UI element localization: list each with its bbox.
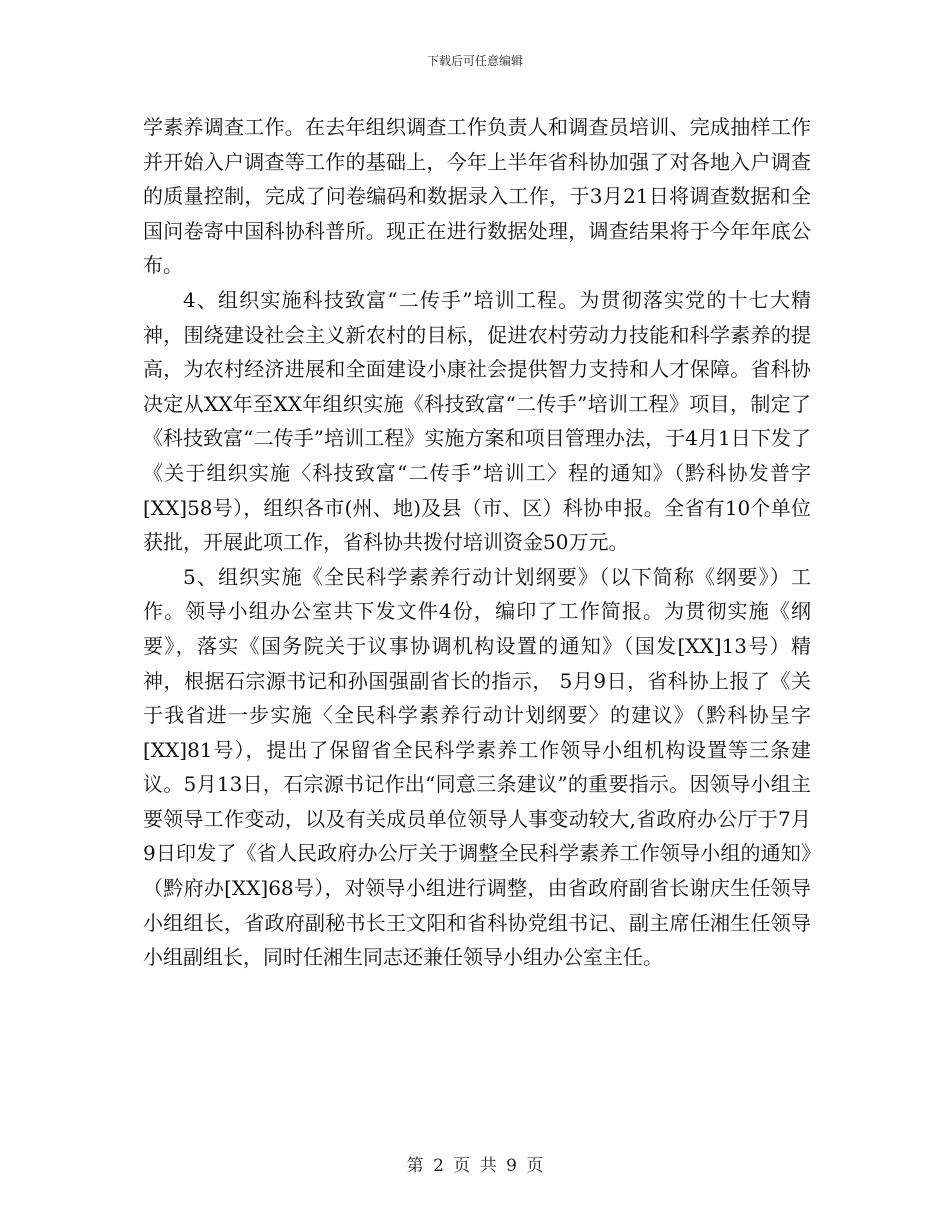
paragraph-continuation: 学素养调查工作。在去年组织调查工作负责人和调查员培训、完成抽样工作并开始入户调查等工作的基础上，今年上半年省科协加强了对各地入户调查的质量控制，完成了问卷编码和数据录入工作，于3月21日将调查数据和全国问卷寄中国科协科普所。现正在进行数据处理，调查结果将于今年年底公布。 (143, 115, 811, 278)
paragraph-item-5: 5、组织实施《全民科学素养行动计划纲要》（以下简称《纲要》）工作。领导小组办公室共下发文件4份，编印了工作简报。为贯彻实施《纲要》，落实《国务院关于议事协调机构设置的通知》（国发[XX]13号）精神，根据石宗源书记和孙国强副省长的指示， 5月9日，省科协上报了《关于我省进一步实施〈全民科学素养行动计划纲要〉的建议》（黔科协呈字[XX]81号），提出了保留省全民科学素养工作领导小组机构设置等三条建议。5月13日，石宗源书记作出“同意三条建议”的重要指示。因领导小组主要领导工作变动，以及有关成员单位领导人事变动较大,省政府办公厅于7月9日印发了《省人民政府办公厅关于调整全民科学素养工作领导小组的通知》（黔府办[XX]68号），对领导小组进行调整，由省政府副省长谢庆生任领导小组组长，省政府副秘书长王文阳和省科协党组书记、副主席任湘生任领导小组副组长，同时任湘生同志还兼任领导小组办公室主任。 (143, 564, 811, 970)
document-body (143, 110, 811, 975)
paragraph-item-4: 4、组织实施科技致富“二传手”培训工程。为贯彻落实党的十七大精神，围绕建设社会主义新农村的目标，促进农村劳动力技能和科学素养的提高，为农村经济进展和全面建设小康社会提供智力支持和人才保障。省科协决定从XX年至XX年组织实施《科技致富“二传手”培训工程》项目，制定了《科技致富“二传手”培训工程》实施方案和项目管理办法，于4月1日下发了《关于组织实施〈科技致富“二传手”培训工〉程的通知》（黔科协发普字[XX]58号），组织各市(州、地)及县（市、区）科协申报。全省有10个单位获批，开展此项工作，省科协共拨付培训资金50万元。 (143, 287, 811, 555)
page-header: 下载后可任意编辑 (426, 54, 523, 68)
page-number-footer: 第 2 页 共 9 页 (406, 1156, 544, 1176)
